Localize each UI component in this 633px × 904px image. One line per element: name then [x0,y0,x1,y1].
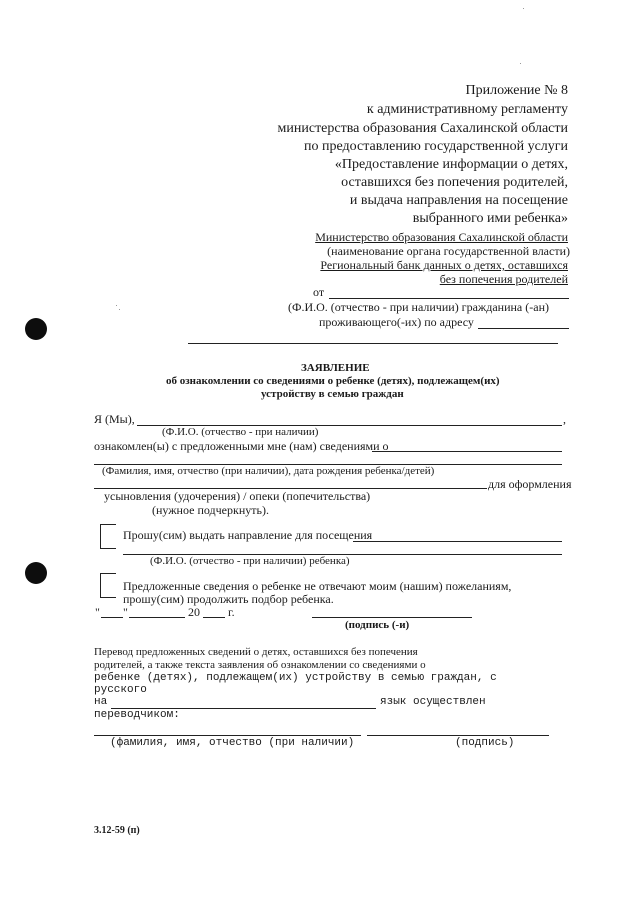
appendix-title: Приложение № 8 [465,83,568,98]
not-matching-text-1: Предложенные сведения о ребенке не отвечают моим (нашим) пожеланиям, [123,579,512,593]
name-comma: , [563,412,566,426]
scan-speck [523,8,524,9]
address-field-line[interactable] [478,328,569,329]
underline-hint: (нужное подчеркнуть). [152,503,269,517]
translation-text-2: родителей, а также текста заявления об ознакомлении со сведениями о [94,659,426,671]
translation-text-3: ребенке (детях), подлежащем(их) устройству в семью граждан, с [94,672,497,684]
checkbox-continue-selection[interactable] [100,573,118,597]
applicant-fio-hint: (Ф.И.О. (отчество - при наличии) [162,426,319,438]
translation-na: на [94,696,108,708]
language-done-label: язык осуществлен [380,696,486,708]
date-quote-close: " [123,605,128,619]
translation-text-4: русского [94,684,147,696]
organ-note: (наименование органа государственной власти) [327,244,570,258]
header-line: оставшихся без попечения родителей, [341,175,568,190]
translation-text-1: Перевод предложенных сведений о детях, оставшихся без попечения [94,646,418,658]
scan-speck [520,63,521,64]
scan-speck [116,305,117,306]
ya-label: Я (Мы), [94,412,135,426]
punch-hole-top [25,318,47,340]
translator-label: переводчиком: [94,709,180,721]
familiarized-text: ознакомлен(ы) с предложенными мне (нам) сведениями о [94,439,389,453]
signature-field[interactable] [312,617,472,618]
translator-sign-field[interactable] [367,735,549,736]
child-info-hint: (Фамилия, имя, отчество (при наличии), дата рождения ребенка/детей) [102,465,435,477]
scan-speck [119,309,120,310]
date-year-prefix: 20 [188,605,200,619]
punch-hole-bottom [25,562,47,584]
for-processing-label: для оформления [488,477,572,491]
signature-hint: (подпись (-и) [345,619,410,631]
translator-fio-hint: (фамилия, имя, отчество (при наличии) [110,737,355,749]
data-bank-line1: Региональный банк данных о детях, оставшихся [320,258,568,272]
header-line: выбранного ими ребенка» [412,211,568,226]
address-field-line-2[interactable] [188,343,558,344]
date-month-field[interactable] [129,617,185,618]
statement-subtitle-2: устройству в семью граждан [261,388,404,400]
ministry-name: Министерство образования Сахалинской области [315,230,568,244]
not-matching-text-2: прошу(сим) продолжить подбор ребенка. [123,592,334,606]
date-year-field[interactable] [203,617,225,618]
form-code: 3.12-59 (п) [94,825,140,836]
header-line: и выдача направления на посещение [349,193,568,208]
adoption-guardianship-text: усыновления (удочерения) / опеки (попечительства) [104,489,371,503]
translator-name-field[interactable] [94,735,361,736]
statement-title: ЗАЯВЛЕНИЕ [301,362,370,374]
header-line: министерства образования Сахалинской области [277,121,568,136]
header-line: по предоставлению государственной услуги [304,139,568,154]
date-day-field[interactable] [101,617,123,618]
data-bank-line2: без попечения родителей [439,272,568,286]
address-label: проживающего(-их) по адресу [319,315,474,329]
applicant-fio-note: (Ф.И.О. (отчество - при наличии) гражданина (-ан) [288,300,549,314]
child-fio-hint: (Ф.И.О. (отчество - при наличии) ребенка) [150,555,350,567]
visit-referral-text: Прошу(сим) выдать направление для посещения [123,528,373,542]
from-label: от [313,285,325,299]
visit-child-field[interactable] [353,541,562,542]
info-about-field[interactable] [372,451,562,452]
statement-subtitle-1: об ознакомлении со сведениями о ребенке (детях), подлежащем(их) [166,375,500,387]
from-field-line[interactable] [329,298,569,299]
header-line: к административному регламенту [366,102,568,117]
header-line: «Предоставление информации о детях, [334,157,568,172]
translator-sign-hint: (подпись) [455,737,515,749]
checkbox-visit-referral[interactable] [100,524,118,548]
date-quote-open: " [95,605,100,619]
date-year-suffix: г. [228,605,235,619]
